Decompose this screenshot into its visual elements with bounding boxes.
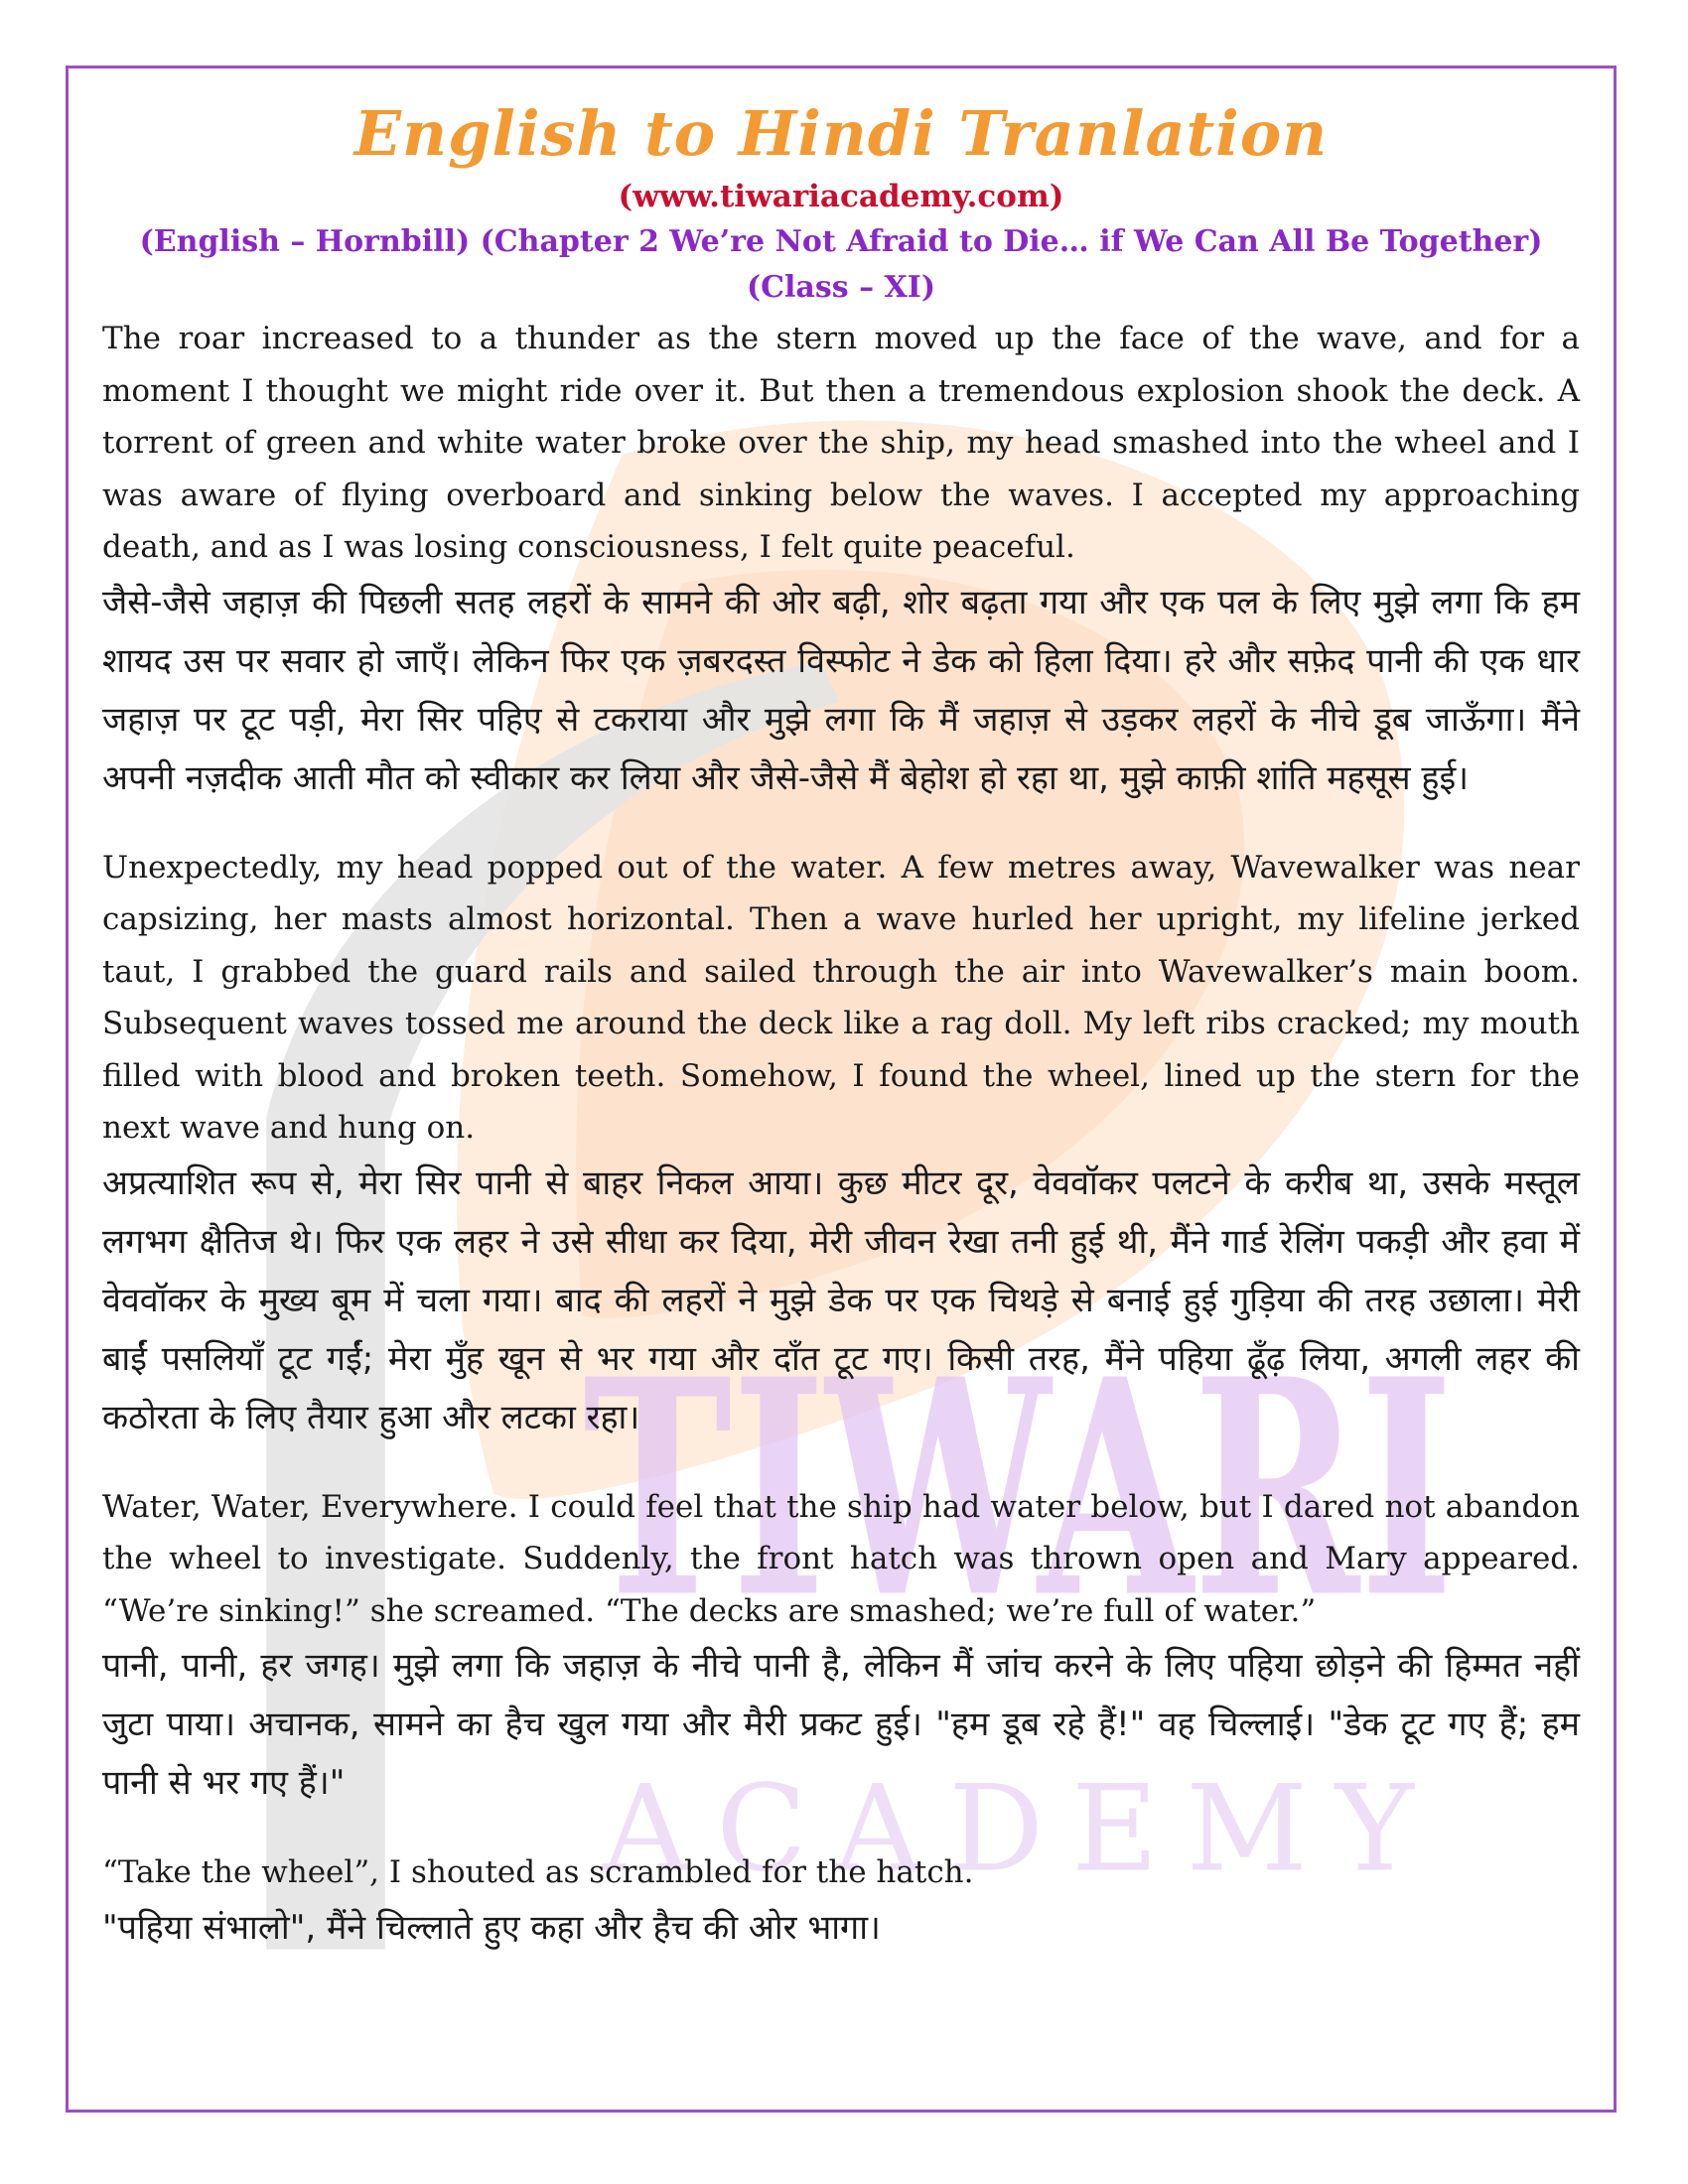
page-title: English to Hindi Tranlation <box>353 97 1329 170</box>
page-frame <box>66 66 1617 2113</box>
watermark-brand-text: TIWARI <box>583 1313 1454 1664</box>
english-paragraph: The roar increased to a thunder as the stern moved up the face of the wave, and for a moment I thought we might ride over it. But then a tremendous explosion shook the deck. A torrent of green and white water broke over the ship, my head smashed into the wheel and I was aware of flying overboard and sinking below the waves. I accepted my approaching death, and as I was losing consciousness, I felt quite peaceful. <box>102 321 1580 565</box>
english-paragraph: Unexpectedly, my head popped out of the water. A few metres away, Wavewalker was near capsizing, her masts almost horizontal. Then a wave hurled her upright, my lifeline jerked taut, I grabbed the guard rails and sailed through the air into Wavewalker’s main boom. Subsequent waves tossed me around the deck like a rag doll. My left ribs cracked; my mouth filled with blood and broken teeth. Somehow, I found the wheel, lined up the stern for the next wave and hung on. <box>102 849 1580 1146</box>
english-paragraph: Water, Water, Everywhere. I could feel that the ship had water below, but I dared not abandon the wheel to investigate. Suddenly, the front hatch was thrown open and Mary appeared. “We’re sinking!” she screamed. “The decks are smashed; we’re full of water.” <box>102 1488 1580 1629</box>
section-1 <box>102 313 1580 808</box>
class-label: (Class – XI) <box>746 270 936 305</box>
english-paragraph: “Take the wheel”, I shouted as scrambled for the hatch. <box>102 1854 974 1890</box>
section-3 <box>102 1481 1580 1814</box>
watermark-brand-subtext: ACADEMY <box>602 1760 1414 1899</box>
section-4 <box>102 1846 1580 1958</box>
hindi-paragraph: अप्रत्याशित रूप से, मेरा सिर पानी से बाहर निकल आया। कुछ मीटर दूर, वेववॉकर पलटने के करीब था, उसके मस्तूल लगभग क्षैतिज थे। फिर एक लहर ने उसे सीधा कर दिया, मेरी जीवन रेखा तनी हुई थी, मैंने गार्ड रेलिंग पकड़ी और हवा में वेववॉकर के मुख्य बूम में चला गया। बाद की लहरों ने मुझे डेक पर एक चिथड़े से बनाई हुई गुड़िया की तरह उछाला। मेरी बाईं पसलियाँ टूट गईं; मेरा मुँह खून से भर गया और दाँत टूट गए। किसी तरह, मैंने पहिया ढूँढ़ लिया, अगली लहर की कठोरता के लिए तैयार हुआ और लटका रहा। <box>102 1162 1580 1437</box>
section-2 <box>102 842 1580 1447</box>
section-divider <box>102 1813 1580 1846</box>
website-link[interactable]: (www.tiwariacademy.com) <box>618 179 1064 214</box>
chapter-subtitle: (English – Hornbill) (Chapter 2 We’re Not Afraid to Die… if We Can All Be Together) <box>139 224 1543 259</box>
section-divider <box>102 1447 1580 1481</box>
section-divider <box>102 808 1580 842</box>
hindi-paragraph: जैसे-जैसे जहाज़ की पिछली सतह लहरों के सामने की ओर बढ़ी, शोर बढ़ता गया और एक पल के लिए मुझे लगा कि हम शायद उस पर सवार हो जाएँ। लेकिन फिर एक ज़बरदस्त विस्फोट ने डेक को हिला दिया। हरे और सफ़ेद पानी की एक धार जहाज़ पर टूट पड़ी, मेरा सिर पहिए से टकराया और मुझे लगा कि मैं जहाज़ से उड़कर लहरों के नीचे डूब जाऊँगा। मैंने अपनी नज़दीक आती मौत को स्वीकार कर लिया और जैसे-जैसे मैं बेहोश हो रहा था, मुझे काफ़ी शांति महसूस हुई। <box>102 582 1580 798</box>
hindi-paragraph: "पहिया संभालो", मैंने चिल्लाते हुए कहा और हैच की ओर भागा। <box>102 1907 881 1948</box>
page-content <box>69 68 1614 1958</box>
hindi-paragraph: पानी, पानी, हर जगह। मुझे लगा कि जहाज़ के नीचे पानी है, लेकिन मैं जांच करने के लिए पहिया छोड़ने की हिम्मत नहीं जुटा पाया। अचानक, सामने का हैच खुल गया और मैरी प्रकट हुई। "हम डूब रहे हैं!" वह चिल्लाई। "डेक टूट गए हैं; हम पानी से भर गए हैं।" <box>102 1646 1580 1803</box>
